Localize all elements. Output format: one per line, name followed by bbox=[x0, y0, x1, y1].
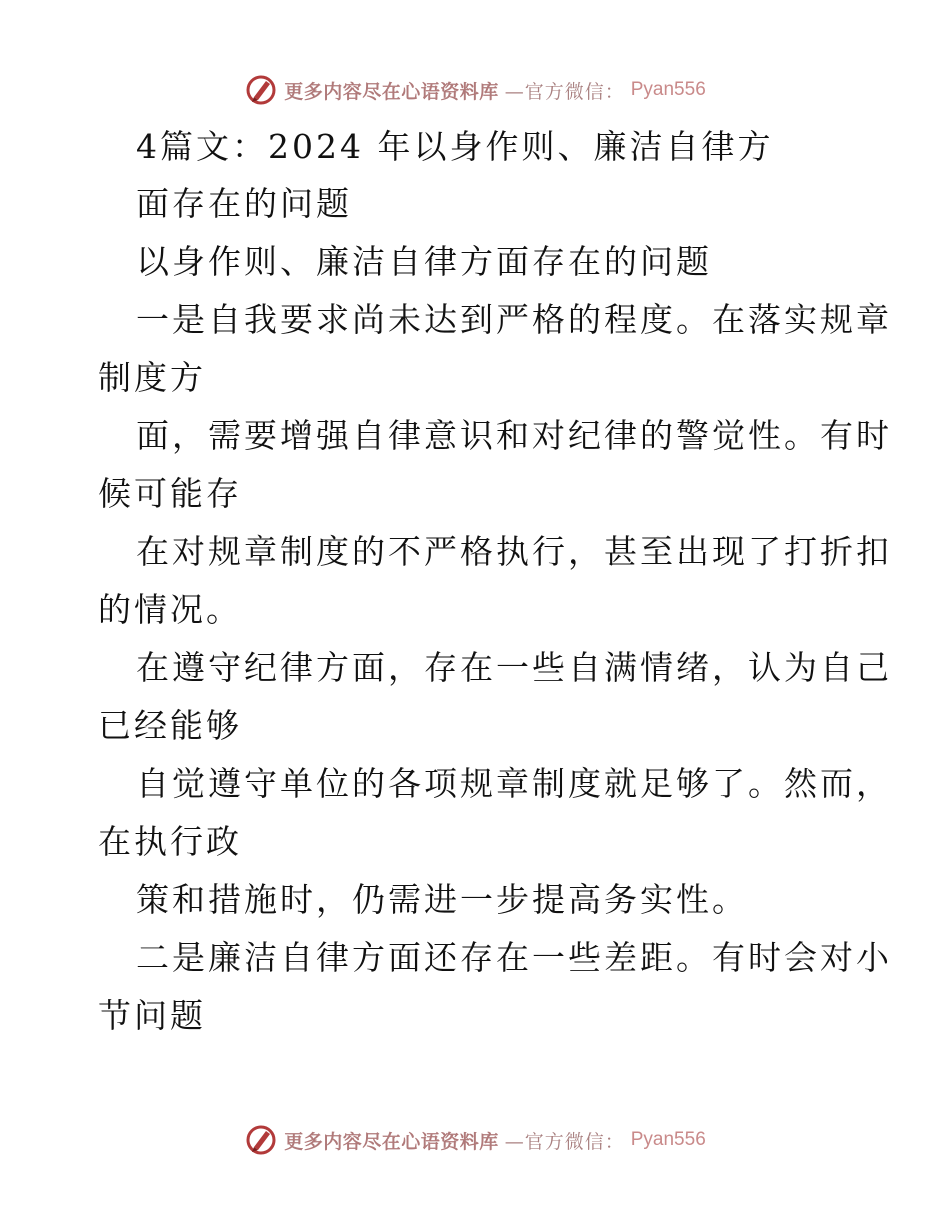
paragraph-line: 的情况。 bbox=[98, 590, 242, 629]
header-separator-text: —官方微信： bbox=[504, 80, 625, 103]
paragraph-line: 已经能够 bbox=[98, 706, 242, 745]
header-watermark bbox=[0, 70, 950, 110]
paragraph-line: 候可能存 bbox=[98, 474, 242, 513]
footer-separator-text: —官方微信： bbox=[504, 1130, 625, 1153]
paragraph-line: 以身作则、廉洁自律方面存在的问题 bbox=[136, 242, 712, 281]
paragraph-line: 策和措施时，仍需进一步提高务实性。 bbox=[136, 880, 748, 919]
footer-site-text: 更多内容尽在心语资料库 bbox=[284, 1130, 499, 1153]
paragraph-line: 面，需要增强自律意识和对纪律的警觉性。有时 bbox=[136, 416, 892, 455]
footer-wechat-id: Pyan556 bbox=[630, 1129, 706, 1150]
paragraph-line: 在遵守纪律方面，存在一些自满情绪，认为自己 bbox=[136, 648, 892, 687]
paragraph-line: 在对规章制度的不严格执行，甚至出现了打折扣 bbox=[136, 532, 892, 571]
paragraph-line: 自觉遵守单位的各项规章制度就足够了。然而， bbox=[136, 764, 892, 803]
paragraph-line: 在执行政 bbox=[98, 822, 242, 861]
paragraph-line: 一是自我要求尚未达到严格的程度。在落实规章 bbox=[136, 300, 892, 339]
header-wechat-id: Pyan556 bbox=[630, 79, 706, 100]
doc-title-line-2: 面存在的问题 bbox=[136, 184, 352, 223]
paragraph-line: 节问题 bbox=[98, 996, 206, 1035]
footer-watermark bbox=[0, 1120, 950, 1160]
header-site-text: 更多内容尽在心语资料库 bbox=[284, 80, 499, 103]
doc-title-line-1: 4篇文：2024 年以身作则、廉洁自律方 bbox=[136, 127, 774, 166]
pen-circle-logo-icon bbox=[244, 1123, 278, 1157]
paragraph-line: 二是廉洁自律方面还存在一些差距。有时会对小 bbox=[136, 938, 892, 977]
paragraph-line: 制度方 bbox=[98, 358, 206, 397]
pen-circle-logo-icon bbox=[244, 73, 278, 107]
